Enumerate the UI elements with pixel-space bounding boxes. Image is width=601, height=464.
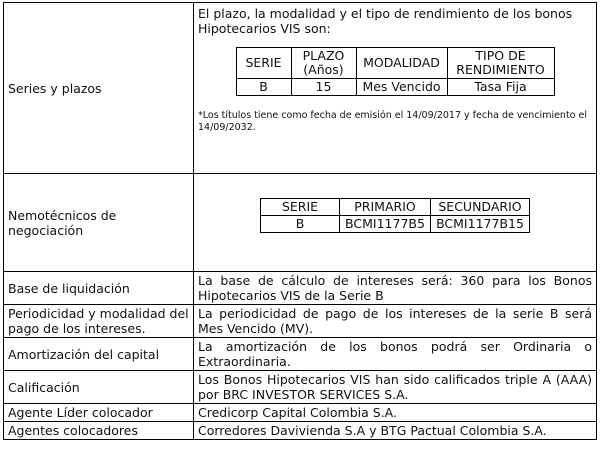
bond-terms-table [3, 2, 597, 440]
value-agentes-colocadores: Corredores Davivienda S.A y BTG Pactual Colombia S.A. [194, 422, 597, 440]
series-intro: El plazo, la modalidad y el tipo de rendimiento de los bonos Hipotecarios VIS son: [198, 6, 573, 36]
col-plazo: PLAZO (Años) [291, 48, 356, 79]
value-base-liquidacion: La base de cálculo de intereses será: 360 para los Bonos Hipotecarios VIS de la Serie B [194, 272, 597, 305]
nemotecnicos-content [194, 174, 597, 272]
cell-plazo: 15 [291, 79, 356, 96]
series-footnote: *Los títulos tiene como fecha de emisión el 14/09/2017 y fecha de vencimiento el 14/09/2032. [198, 110, 587, 133]
cell-serie: B [261, 216, 340, 233]
col-serie: SERIE [236, 48, 291, 79]
row-nemotecnicos [4, 174, 597, 272]
label-series: Series y plazos [4, 3, 194, 174]
value-calificacion: Los Bonos Hipotecarios VIS han sido calificados triple A (AAA) por BRC INVESTOR SERVICES S.A. [194, 371, 597, 404]
row-agentes-colocadores [4, 422, 597, 440]
series-table-header [236, 48, 554, 79]
label-agentes-colocadores: Agentes colocadores [4, 422, 194, 440]
col-tipo-rendimiento: TIPO DE RENDIMIENTO [447, 48, 554, 79]
row-base-liquidacion [4, 272, 597, 305]
col-primario: PRIMARIO [340, 199, 431, 216]
label-calificacion: Calificación [4, 371, 194, 404]
series-content [194, 3, 597, 174]
nemotecnicos-table-row [261, 216, 530, 233]
cell-serie: B [236, 79, 291, 96]
cell-primario: BCMI1177B5 [340, 216, 431, 233]
cell-tipo-rendimiento: Tasa Fija [447, 79, 554, 96]
cell-secundario: BCMI1177B15 [431, 216, 530, 233]
value-agente-lider: Credicorp Capital Colombia S.A. [194, 404, 597, 422]
cell-modalidad: Mes Vencido [356, 79, 447, 96]
label-nemotecnicos: Nemotécnicos de negociación [4, 174, 194, 272]
label-periodicidad: Periodicidad y modalidad del pago de los intereses. [4, 305, 194, 338]
label-base-liquidacion: Base de liquidación [4, 272, 194, 305]
series-table-row [236, 79, 554, 96]
row-series [4, 3, 597, 174]
value-amortizacion: La amortización de los bonos podrá ser Ordinaria o Extraordinaria. [194, 338, 597, 371]
row-amortizacion [4, 338, 597, 371]
nemotecnicos-table [260, 198, 530, 233]
series-table [236, 47, 555, 96]
value-periodicidad: La periodicidad de pago de los intereses de la serie B será Mes Vencido (MV). [194, 305, 597, 338]
col-serie: SERIE [261, 199, 340, 216]
label-amortizacion: Amortización del capital [4, 338, 194, 371]
row-agente-lider [4, 404, 597, 422]
row-periodicidad [4, 305, 597, 338]
label-agente-lider: Agente Líder colocador [4, 404, 194, 422]
nemotecnicos-table-header [261, 199, 530, 216]
col-secundario: SECUNDARIO [431, 199, 530, 216]
row-calificacion [4, 371, 597, 404]
bond-terms-document [3, 2, 597, 440]
col-modalidad: MODALIDAD [356, 48, 447, 79]
